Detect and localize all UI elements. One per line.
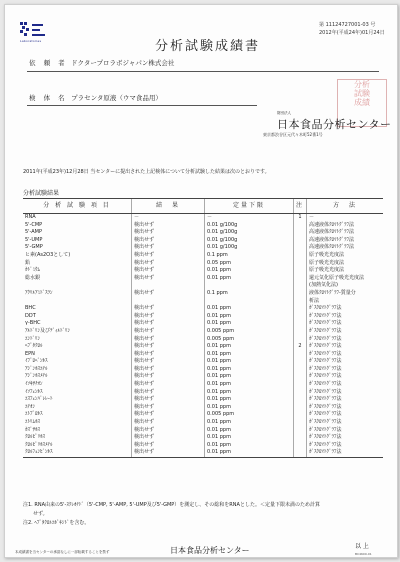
cell-method: ｶﾞｽｸﾛﾏﾄｸﾞﾗﾌ法 xyxy=(307,404,384,412)
cell-limit: － xyxy=(205,214,294,222)
cell-method: ｶﾞｽｸﾛﾏﾄｸﾞﾗﾌ法 xyxy=(307,396,384,404)
cell-result: 検出せず xyxy=(132,343,205,351)
cell-limit: 0.05 ppm xyxy=(205,260,294,268)
cell-limit: 0.005 ppm xyxy=(205,336,294,344)
table-row xyxy=(23,298,383,306)
cell-note: 2 xyxy=(294,343,307,351)
table-row xyxy=(23,328,383,336)
cell-item xyxy=(23,282,132,290)
table-row xyxy=(23,381,383,389)
cell-note xyxy=(294,305,307,313)
seal-line: 成績 xyxy=(354,98,370,107)
table-header-row xyxy=(23,199,383,214)
table-row xyxy=(23,373,383,381)
logo-caption: Laboratories xyxy=(20,39,42,43)
cell-result: 検出せず xyxy=(132,442,205,450)
cell-item: ｱｼﾞﾝﾎｽﾒﾁﾙ xyxy=(25,373,48,380)
page-title: 分析試験成績書 xyxy=(155,39,261,54)
cell-note xyxy=(294,298,307,306)
cell-item: ｴﾝﾄﾞﾘﾝ xyxy=(25,335,41,342)
cell-limit: 0.01 g/100g xyxy=(205,229,294,237)
cell-result: 検出せず xyxy=(132,222,205,230)
table-row xyxy=(23,305,383,313)
cell-result: 検出せず xyxy=(132,396,205,404)
table-row xyxy=(23,267,383,275)
cell-method: ｶﾞｽｸﾛﾏﾄｸﾞﾗﾌ法 xyxy=(307,343,384,351)
footer-org: 日本食品分析センター xyxy=(170,546,250,555)
cell-item: 5'-GMP xyxy=(25,244,43,251)
cell-note xyxy=(294,275,307,283)
document-date: 2012年(平成24年)01月24日 xyxy=(319,30,385,36)
cell-method: ｶﾞｽｸﾛﾏﾄｸﾞﾗﾌ法 xyxy=(307,381,384,389)
cell-method: ｶﾞｽｸﾛﾏﾄｸﾞﾗﾌ法 xyxy=(307,434,384,442)
cell-limit: 0.01 ppm xyxy=(205,275,294,283)
cell-result: 検出せず xyxy=(132,404,205,412)
table-row xyxy=(23,229,383,237)
cell-note xyxy=(294,260,307,268)
note-line: 注1. RNA由来の5'-ﾇｸﾚｵﾁﾄﾞ（5'-CMP, 5'-AMP, 5'-UMP及び5'-GMP）を測定し、その総和をRNAとした。＜定量下限未満のため計算 xyxy=(23,502,320,508)
cell-method: ｶﾞｽｸﾛﾏﾄｸﾞﾗﾌ法 xyxy=(307,419,384,427)
cell-note xyxy=(294,351,307,359)
org-name: 日本食品分析センター xyxy=(277,118,392,131)
cell-method: 析法 xyxy=(307,298,384,306)
seal-line: 試験 xyxy=(354,89,370,98)
cell-item: ｴｽﾌｪﾝﾊﾞﾚﾚｰﾄ xyxy=(25,396,53,403)
sample-value: プラセンタ原液（ウマ食品用） xyxy=(71,94,162,102)
cell-result: 検出せず xyxy=(132,427,205,435)
header-limit: 定量下限 xyxy=(205,199,294,214)
cell-limit: 0.01 g/100g xyxy=(205,237,294,245)
cell-result: － xyxy=(132,214,205,222)
cell-note xyxy=(294,229,307,237)
cell-result: 検出せず xyxy=(132,260,205,268)
cell-result: 検出せず xyxy=(132,275,205,283)
cell-method: ｶﾞｽｸﾛﾏﾄｸﾞﾗﾌ法 xyxy=(307,427,384,435)
table-row xyxy=(23,449,383,457)
header-method: 方 法 xyxy=(307,199,384,214)
cell-item: ｶﾄﾞﾐｳﾑ xyxy=(25,267,41,274)
cell-method: ｶﾞｽｸﾛﾏﾄｸﾞﾗﾌ法 xyxy=(307,411,384,419)
cell-result: 検出せず xyxy=(132,328,205,336)
cell-note xyxy=(294,336,307,344)
table-row xyxy=(23,244,383,252)
table-row xyxy=(23,214,383,222)
cell-result: 検出せず xyxy=(132,419,205,427)
cell-method: ｶﾞｽｸﾛﾏﾄｸﾞﾗﾌ法 xyxy=(307,336,384,344)
cell-limit: 0.01 ppm xyxy=(205,442,294,450)
cell-item: 総水銀 xyxy=(25,274,41,281)
cell-note xyxy=(294,244,307,252)
cell-result: 検出せず xyxy=(132,320,205,328)
results-table xyxy=(23,198,383,458)
sample-field xyxy=(29,93,162,102)
table-row xyxy=(23,419,383,427)
cell-result: 検出せず xyxy=(132,237,205,245)
cell-method: ｶﾞｽｸﾛﾏﾄｸﾞﾗﾌ法 xyxy=(307,328,384,336)
cell-limit: 0.01 g/100g xyxy=(205,222,294,230)
cell-method: ｶﾞｽｸﾛﾏﾄｸﾞﾗﾌ法 xyxy=(307,366,384,374)
cell-limit: 0.1 ppm xyxy=(205,290,294,298)
cell-method: (加熱気化法) xyxy=(307,282,384,290)
cell-result xyxy=(132,298,205,306)
table-row xyxy=(23,290,383,298)
cell-note xyxy=(294,373,307,381)
cell-result: 検出せず xyxy=(132,351,205,359)
cell-note xyxy=(294,313,307,321)
cell-item: ｱｼﾞﾝﾎｽｴﾁﾙ xyxy=(25,365,48,372)
results-body xyxy=(23,214,383,458)
cell-method: 原子吸光光度法 xyxy=(307,252,384,260)
cell-item: ｱﾙﾄﾞﾘﾝ及びﾃﾞｨﾙﾄﾞﾘﾝ xyxy=(25,327,71,334)
cell-item: ｲｿｷｻﾁｵﾝ xyxy=(25,381,43,388)
cell-note xyxy=(294,290,307,298)
header-note: 注 xyxy=(294,199,307,214)
cell-note xyxy=(294,282,307,290)
org-type: 財団法人 xyxy=(277,111,291,115)
client-value: ドクタープロラボジャパン株式会社 xyxy=(71,59,175,67)
cell-result: 検出せず xyxy=(132,229,205,237)
cell-method: ｶﾞｽｸﾛﾏﾄｸﾞﾗﾌ法 xyxy=(307,389,384,397)
cell-item: ｸﾛﾙﾌｪﾝﾋﾞﾝﾎｽ xyxy=(23,449,132,457)
section-title: 分析試験結果 xyxy=(23,190,60,197)
cell-item: BHC xyxy=(25,305,36,312)
cell-limit: 0.01 ppm xyxy=(205,373,294,381)
cell-method: ｶﾞｽｸﾛﾏﾄｸﾞﾗﾌ法 xyxy=(307,320,384,328)
cell-limit xyxy=(205,298,294,306)
cell-limit: 0.01 ppm xyxy=(205,389,294,397)
cell-item: 5'-UMP xyxy=(25,236,43,243)
cell-method: 高速液体ｸﾛﾏﾄｸﾞﾗﾌ法 xyxy=(307,244,384,252)
seal-line: 分析 xyxy=(354,80,370,89)
cell-item: ヒ素(As2O3として) xyxy=(25,251,71,258)
document-number: 第 11124727001-03 号 xyxy=(319,22,376,28)
table-row xyxy=(23,282,383,290)
cell-item: ｴﾄﾘﾑﾎｽ xyxy=(25,419,41,426)
cell-note xyxy=(294,366,307,374)
cell-limit: 0.01 ppm xyxy=(205,366,294,374)
cell-method: 液体ｸﾛﾏﾄｸﾞﾗﾌ-質量分 xyxy=(307,290,384,298)
cell-note xyxy=(294,419,307,427)
cell-limit: 0.01 ppm xyxy=(205,358,294,366)
cell-note xyxy=(294,411,307,419)
cell-limit xyxy=(205,282,294,290)
cell-item: γ-BHC xyxy=(25,320,41,327)
table-row xyxy=(23,336,383,344)
cell-item: 5'-CMP xyxy=(25,221,43,228)
cell-method: 還元気化原子吸光光度法 xyxy=(307,275,384,283)
cell-result: 検出せず xyxy=(132,411,205,419)
cell-note xyxy=(294,396,307,404)
cell-note xyxy=(294,252,307,260)
cell-limit: 0.01 ppm xyxy=(205,427,294,435)
cell-result: 検出せず xyxy=(132,381,205,389)
intro-text: 2011年(平成23年)12月28日 当センターに提出された上記検体について分析試験した結果は次のとおりです。 xyxy=(23,169,270,175)
cell-item: RNA xyxy=(25,214,36,220)
cell-limit: 0.01 ppm xyxy=(205,449,294,457)
cell-item: EPN xyxy=(25,350,35,357)
org-address: 東京都渋谷区元代々木町52番1号 xyxy=(263,132,323,137)
cell-item: ｸﾛﾙﾋﾟﾘﾎｽﾒﾁﾙ xyxy=(25,441,53,448)
cell-note xyxy=(294,442,307,450)
cell-item: DDT xyxy=(25,312,36,319)
cell-result: 検出せず xyxy=(132,358,205,366)
cell-limit: 0.01 ppm xyxy=(205,267,294,275)
cell-result: 検出せず xyxy=(132,305,205,313)
cell-note xyxy=(294,320,307,328)
sample-label: 検 体 名 xyxy=(29,94,68,102)
header-result: 結 果 xyxy=(132,199,205,214)
cell-limit: 0.01 g/100g xyxy=(205,244,294,252)
table-row xyxy=(23,320,383,328)
cell-limit: 0.01 ppm xyxy=(205,434,294,442)
cell-result: 検出せず xyxy=(132,267,205,275)
cell-limit: 0.01 ppm xyxy=(205,305,294,313)
jfrl-logo-icon xyxy=(20,22,46,38)
cell-method: 高速液体ｸﾛﾏﾄｸﾞﾗﾌ法 xyxy=(307,222,384,230)
cell-method: ｶﾞｽｸﾛﾏﾄｸﾞﾗﾌ法 xyxy=(307,449,384,457)
cell-note xyxy=(294,434,307,442)
cell-result: 検出せず xyxy=(132,336,205,344)
cell-result: 検出せず xyxy=(132,244,205,252)
cell-limit: 0.1 ppm xyxy=(205,252,294,260)
cell-limit: 0.01 ppm xyxy=(205,396,294,404)
document-number-block xyxy=(319,21,385,37)
cell-method: 原子吸光光度法 xyxy=(307,260,384,268)
cell-result: 検出せず xyxy=(132,449,205,457)
cell-item: ﾍﾌﾟﾀｸﾛﾙ xyxy=(25,343,43,350)
cell-limit: 0.01 ppm xyxy=(205,419,294,427)
closing-mark: 以 上 xyxy=(355,543,369,550)
cell-note xyxy=(294,267,307,275)
cell-limit: 0.01 ppm xyxy=(205,351,294,359)
cell-method: ｶﾞｽｸﾛﾏﾄｸﾞﾗﾌ法 xyxy=(307,373,384,381)
table-row xyxy=(23,252,383,260)
cell-method: ｶﾞｽｸﾛﾏﾄｸﾞﾗﾌ法 xyxy=(307,313,384,321)
cell-item xyxy=(23,298,132,306)
divider xyxy=(27,105,257,106)
cell-note: 1 xyxy=(294,214,307,222)
cell-limit: 0.01 ppm xyxy=(205,404,294,412)
cell-method: 高速液体ｸﾛﾏﾄｸﾞﾗﾌ法 xyxy=(307,229,384,237)
divider xyxy=(27,71,379,72)
table-row xyxy=(23,396,383,404)
cell-result: 検出せず xyxy=(132,389,205,397)
cell-note xyxy=(294,449,307,457)
cell-method: 高速液体ｸﾛﾏﾄｸﾞﾗﾌ法 xyxy=(307,237,384,245)
cell-note xyxy=(294,381,307,389)
cell-method: ｶﾞｽｸﾛﾏﾄｸﾞﾗﾌ法 xyxy=(307,358,384,366)
cell-note xyxy=(294,328,307,336)
footer-code: BC4600-01 xyxy=(355,552,372,556)
cell-method: ｶﾞｽｸﾛﾏﾄｸﾞﾗﾌ法 xyxy=(307,442,384,450)
cell-result: 検出せず xyxy=(132,366,205,374)
cell-result: 検出せず xyxy=(132,373,205,381)
cell-limit: 0.01 ppm xyxy=(205,320,294,328)
cell-note xyxy=(294,358,307,366)
table-row xyxy=(23,434,383,442)
table-row xyxy=(23,358,383,366)
cell-item: ｴﾁｵﾝ xyxy=(25,403,36,410)
table-row xyxy=(23,343,383,351)
header-item: 分 析 試 験 項 目 xyxy=(23,199,132,214)
cell-item: ｶｽﾞｻﾎｽ xyxy=(25,426,41,433)
table-row xyxy=(23,411,383,419)
cell-item: 5'-AMP xyxy=(25,229,42,236)
cell-note xyxy=(294,237,307,245)
cell-limit: 0.005 ppm xyxy=(205,411,294,419)
cell-limit: 0.01 ppm xyxy=(205,313,294,321)
client-label: 依 頼 者 xyxy=(29,59,68,67)
cell-item: ｴﾄﾌﾟﾛﾎｽ xyxy=(25,411,43,418)
cell-item: ｸﾛﾙﾋﾟﾘﾎｽ xyxy=(25,434,46,441)
cell-method: ｶﾞｽｸﾛﾏﾄｸﾞﾗﾌ法 xyxy=(307,351,384,359)
cell-limit: 0.01 ppm xyxy=(205,381,294,389)
client-field xyxy=(29,58,174,67)
note-line: 注2. ﾍﾌﾟﾀｸﾛﾙｴﾎﾟｷｼﾄﾞを含む。 xyxy=(23,520,90,526)
cell-item: ｱｸﾘﾙｱﾐﾄﾞｽﾗﾝ xyxy=(25,289,53,296)
cell-method: ｶﾞｽｸﾛﾏﾄｸﾞﾗﾌ法 xyxy=(307,305,384,313)
cell-method: － xyxy=(307,214,384,222)
cell-result: 検出せず xyxy=(132,434,205,442)
cell-note xyxy=(294,427,307,435)
cell-limit: 0.005 ppm xyxy=(205,328,294,336)
cell-result: 検出せず xyxy=(132,313,205,321)
certificate-page xyxy=(4,4,398,558)
cell-result: 検出せず xyxy=(132,290,205,298)
cell-note xyxy=(294,389,307,397)
cell-result: 検出せず xyxy=(132,252,205,260)
footer-note: 本成績書を当センターの承諾なしに一部転載することを禁ず xyxy=(15,550,110,554)
cell-item: ｲｿﾌｪﾝﾎｽ xyxy=(25,388,43,395)
cell-limit: 0.01 ppm xyxy=(205,343,294,351)
cell-note xyxy=(294,222,307,230)
note-line: せず。 xyxy=(23,511,48,517)
cell-note xyxy=(294,404,307,412)
cell-result xyxy=(132,282,205,290)
cell-item: ｲﾌﾟﾛﾍﾞﾝﾎｽ xyxy=(25,358,48,365)
cell-method: 原子吸光光度法 xyxy=(307,267,384,275)
cell-item: 鉛 xyxy=(25,259,31,266)
